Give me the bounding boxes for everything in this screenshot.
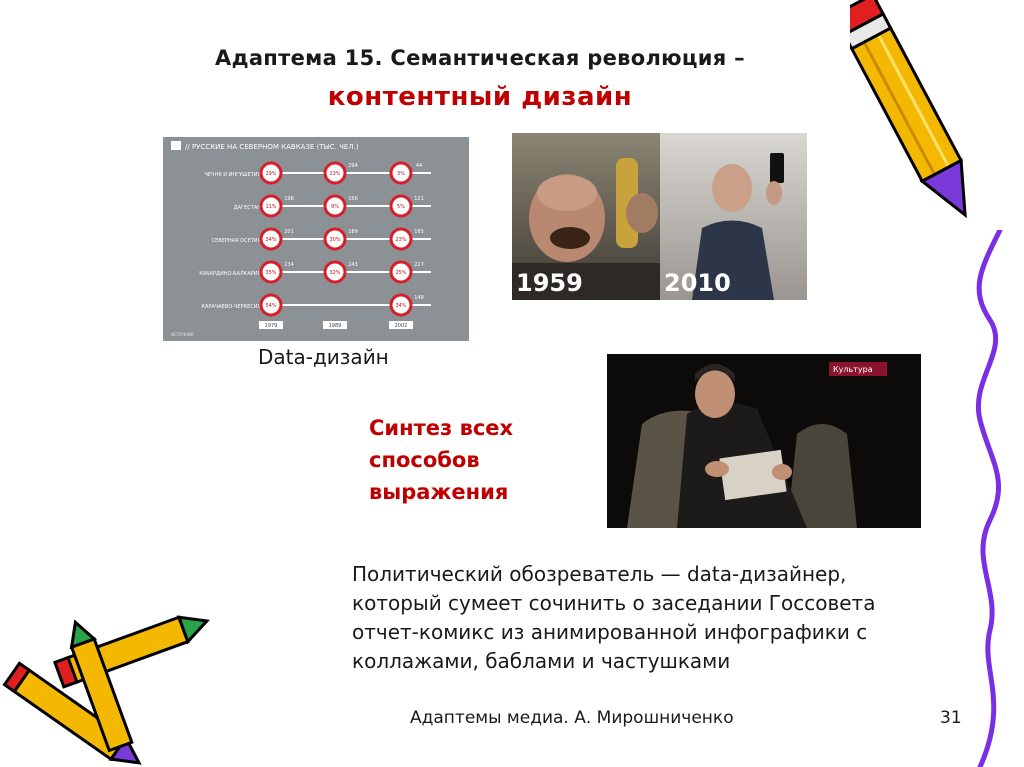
infographic-drawing xyxy=(163,137,469,341)
pencil-icon xyxy=(850,0,980,250)
channel-badge: Культура xyxy=(833,365,873,374)
synthesis-line-3: выражения xyxy=(369,480,509,504)
infographic-count-label: 294 xyxy=(348,163,358,169)
infographic-count-label: 166 xyxy=(348,196,358,202)
infographic-year-label: 1989 xyxy=(328,323,342,329)
infographic-percent-label: 3% xyxy=(397,171,405,177)
infographic-percent-label: 34% xyxy=(265,237,277,243)
synthesis-line-1: Синтез всех xyxy=(369,416,514,440)
slide-title: Адаптема 15. Семантическая революция – xyxy=(215,46,745,70)
infographic-percent-label: 34% xyxy=(395,303,407,309)
body-line-4: коллажами, баблами и частушками xyxy=(352,649,731,673)
slide-subtitle: контентный дизайн xyxy=(327,82,633,112)
body-line-1: Политический обозреватель — data-дизайнер, xyxy=(352,562,847,586)
body-line-3: отчет-комикс из анимированной инфографики с xyxy=(352,620,868,644)
infographic-percent-label: 35% xyxy=(265,270,277,276)
photo-reader xyxy=(607,354,921,528)
infographic-row-label: КАРАЧАЕВО-ЧЕРКЕСИЯ xyxy=(201,304,261,310)
infographic-count-label: 44 xyxy=(415,163,423,169)
infographic-percent-label: 9% xyxy=(331,204,339,210)
year-1959-label: 1959 xyxy=(516,269,583,297)
slide-footer: Адаптемы медиа. А. Мирошниченко xyxy=(410,708,734,728)
infographic-percent-label: 30% xyxy=(329,237,341,243)
infographic-row-label: ЧЕЧНЯ И ИНГУШЕТИЯ xyxy=(204,172,261,178)
synthesis-text xyxy=(369,412,513,508)
body-text xyxy=(352,560,972,676)
purple-line-decoration xyxy=(960,230,1024,767)
infographic-logo xyxy=(171,141,181,150)
pencils-icon xyxy=(0,610,210,767)
infographic-row-label: КАБАРДИНО-БАЛКАРИЯ xyxy=(199,271,261,277)
infographic-year-label: 2002 xyxy=(394,323,408,329)
infographic-count-label: 121 xyxy=(414,196,424,202)
infographic-title: // РУССКИЕ НА СЕВЕРНОМ КАВКАЗЕ (ТЫС. ЧЕЛ.) xyxy=(185,143,359,151)
reader-drawing xyxy=(607,354,921,528)
infographic-percent-label: 32% xyxy=(329,270,341,276)
infographic-percent-label: 23% xyxy=(395,237,407,243)
infographic-count-label: 198 xyxy=(284,196,294,202)
infographic-percent-label: 29% xyxy=(265,171,277,177)
infographic-count-label: 189 xyxy=(348,229,358,235)
image-caption: Data-дизайн xyxy=(258,345,389,369)
infographic-row-label: ДАГЕСТАН xyxy=(233,205,261,211)
photo-pair-drawing xyxy=(512,133,807,300)
slide-number: 31 xyxy=(940,708,962,728)
infographic-count-label: 148 xyxy=(414,295,424,301)
infographic-percent-label: 25% xyxy=(395,270,407,276)
infographic-count-label: 243 xyxy=(348,262,358,268)
infographic-percent-label: 23% xyxy=(329,171,341,177)
synthesis-line-2: способов xyxy=(369,448,480,472)
year-2010-label: 2010 xyxy=(664,269,731,297)
body-line-2: который сумеет сочинить о заседании Госсовета xyxy=(352,591,876,615)
infographic-count-label: 165 xyxy=(414,229,424,235)
infographic-count-label: 234 xyxy=(284,262,294,268)
infographic-source: ИСТОЧНИК xyxy=(171,332,194,337)
infographic-count-label: 227 xyxy=(414,262,424,268)
infographic-percent-label: 11% xyxy=(265,204,277,210)
infographic-count-label: 201 xyxy=(284,229,294,235)
infographic-year-label: 1979 xyxy=(264,323,278,329)
infographic-percent-label: 54% xyxy=(265,303,277,309)
infographic-image xyxy=(163,137,469,341)
photo-1959-2010 xyxy=(512,133,807,300)
infographic-percent-label: 5% xyxy=(397,204,405,210)
infographic-row-label: СЕВЕРНАЯ ОСЕТИЯ xyxy=(211,238,261,244)
